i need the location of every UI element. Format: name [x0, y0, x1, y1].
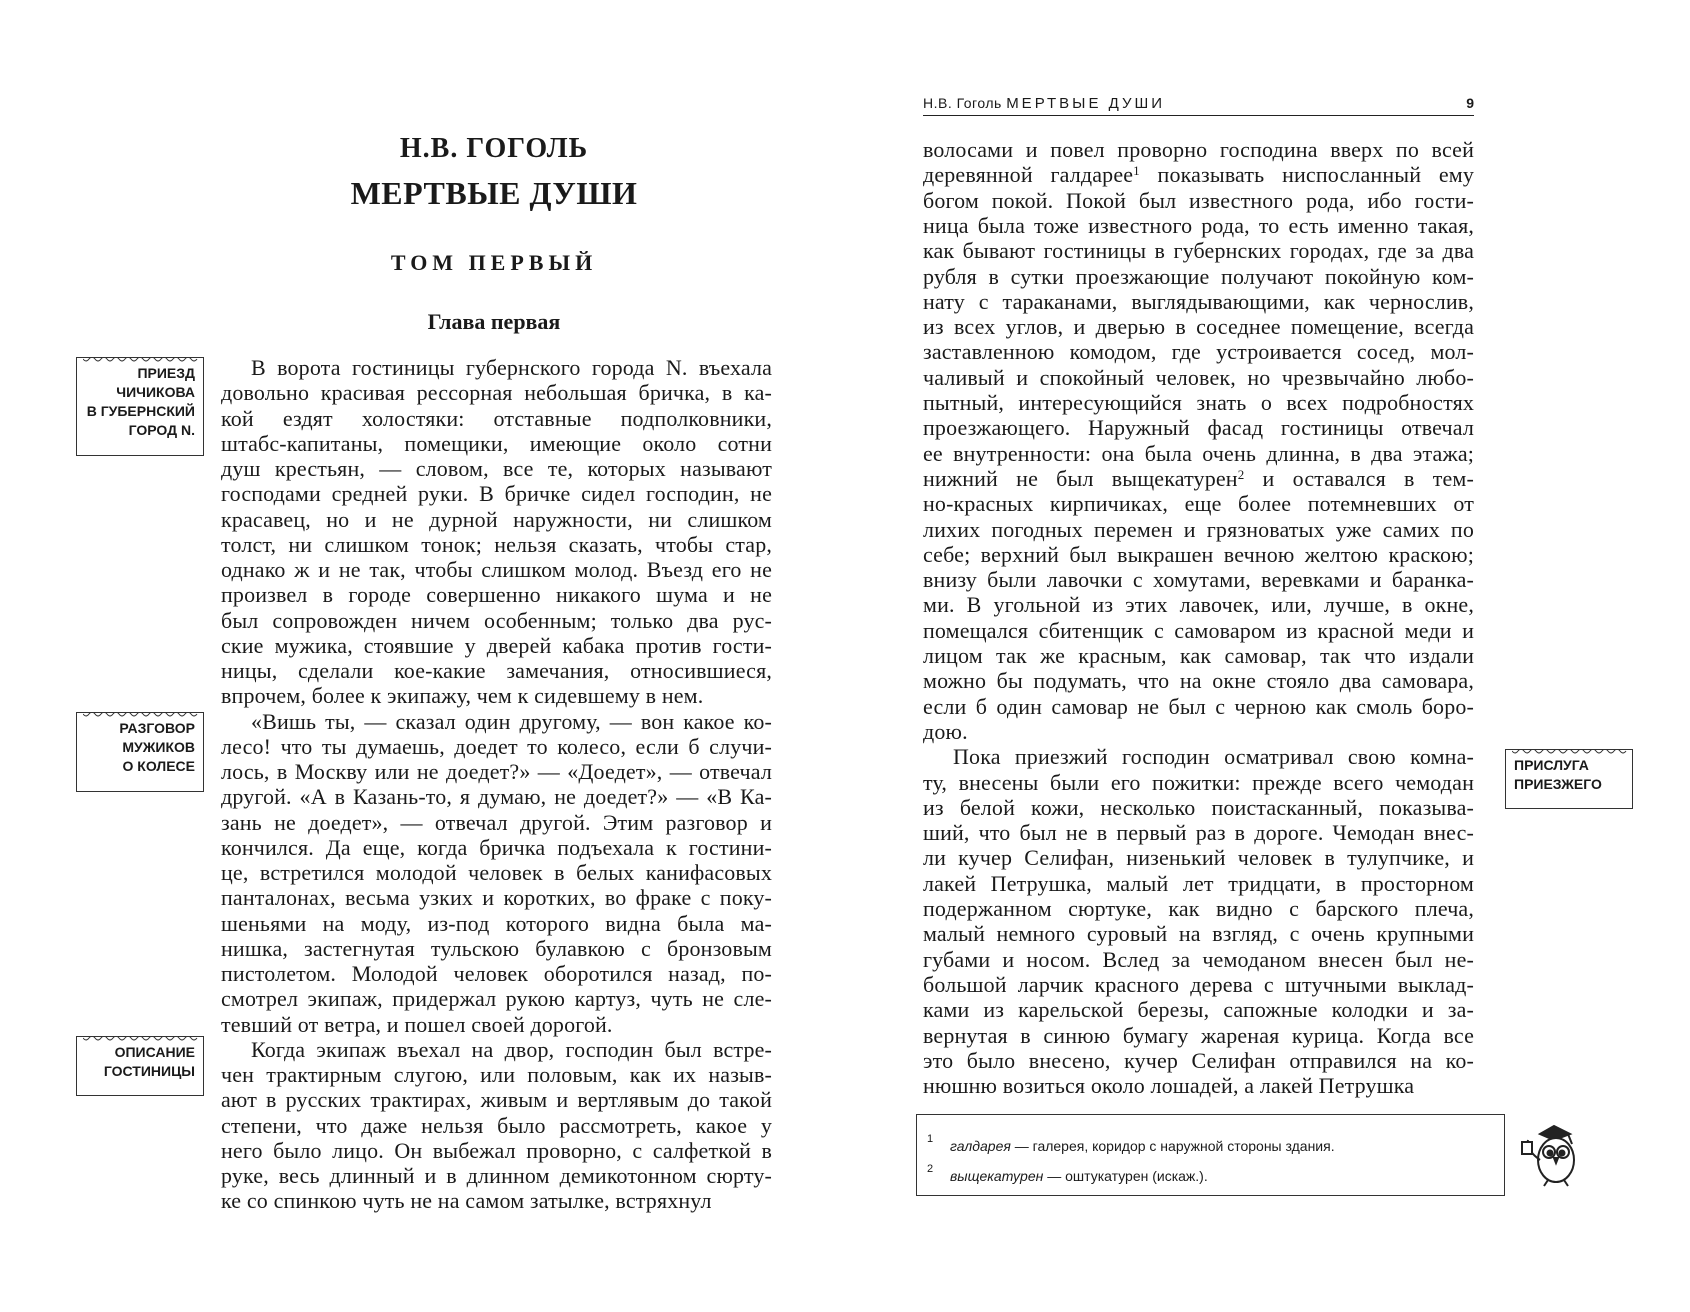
text-line: это было внесено, кучер Селифан отправился на ко-: [923, 1047, 1474, 1073]
text-line: заставленною комодом, где устроивается сосед, мол-: [923, 339, 1474, 365]
text-line: пытный, интересующийся знать о всех подробностях: [923, 390, 1474, 415]
text-line: но-красных кирпичиках, еще более потемневших от: [923, 491, 1474, 517]
footnote-definition: — оштукатурен (искаж.).: [1043, 1168, 1208, 1184]
text-line: большой ларчик красного дерева с штучными выклад-: [923, 971, 1474, 997]
running-header: [923, 95, 1474, 116]
header-author: Н.В. Гоголь: [923, 95, 1002, 111]
text-line: кой ездят холостяки: отставные подполковники,: [221, 405, 772, 431]
margin-note-line: ПРИЕЗЖЕГО: [1514, 776, 1602, 792]
text-line: если б один самовар не был с черною как смоль боро-: [923, 693, 1474, 719]
text-line: него было лицо. Он выбежал проворно, с салфеткой в: [221, 1137, 772, 1163]
text-line: толст, ни слишком тонок; нельзя сказать, чтобы стар,: [221, 531, 772, 557]
text-line: другой. «А в Казань-то, я думаю, не доедет?» — «В Ка-: [221, 784, 772, 810]
text-line: лихих погодных перемен и грязноватых уже самих по: [923, 516, 1474, 542]
text-line: ницы, сделали кое-какие замечания, относившиеся,: [221, 658, 772, 683]
text-line: штабс-капитаны, помещики, имеющие около сотни: [221, 430, 772, 456]
margin-note-line: ГОСТИНИЦЫ: [103, 1063, 195, 1079]
author-title: Н.В. ГОГОЛЬ: [399, 133, 589, 164]
text-line: кончился. Да еще, когда бричка подъехала к гостини-: [221, 834, 772, 860]
owl-mascot-icon: [1518, 1120, 1590, 1188]
text-line: лось, в Москву или не доедет?» — «Доедет», — отвечал: [221, 759, 772, 784]
text-line: лицом так же красным, как самовар, так что издали: [923, 643, 1474, 668]
text-line: губами и носом. Вслед за чемоданом внесен был не-: [923, 946, 1474, 972]
margin-note-line: ПРИЕЗД: [137, 365, 195, 381]
text-line: смотрел экипаж, придержал рукою картуз, чуть не сле-: [221, 986, 772, 1012]
text-line: Пока приезжий господин осматривал свою комна-: [953, 744, 1474, 770]
text-line: лесо! что ты думаешь, доедет то колесо, если б случи-: [221, 733, 772, 759]
book-title: МЕРТВЫЕ ДУШИ: [350, 175, 638, 211]
text-line: ший, что был не в первый раз в дороге. Чемодан внес-: [923, 820, 1474, 846]
footnote-number: 2: [927, 1163, 934, 1175]
text-line: как бывают гостиницы в губернских городах, где за два: [923, 238, 1474, 264]
text-line: внизу были лавочки с хомутами, веревками и баранка-: [923, 567, 1474, 593]
text-line: тевший от ветра, и пошел своей дорогой.: [221, 1011, 613, 1037]
margin-note-conversation: [76, 712, 204, 792]
chapter-title: Глава первая: [427, 309, 561, 334]
margin-note-arrival: [76, 357, 204, 456]
text-line: ают в русских трактирах, живым и вертлявым до такой: [221, 1087, 772, 1113]
wavy-edge-icon: [1512, 749, 1628, 756]
margin-note-line: РАЗГОВОР: [119, 720, 195, 736]
footnote-term: галдарея: [950, 1138, 1011, 1154]
text-line: ские мужика, стоявшие у дверей кабака против гости-: [221, 632, 772, 658]
wavy-edge-icon: [83, 1036, 199, 1043]
text-line: нишка, застегнутая тульскою булавкою с бронзовым: [221, 935, 772, 961]
margin-note-line: ПРИСЛУГА: [1514, 757, 1589, 773]
text-line: довольно красивая рессорная небольшая бричка, в ка-: [221, 380, 772, 406]
margin-note-line: ГОРОД N.: [128, 422, 195, 438]
text-line: был сопровожден ничем особенным; только два рус-: [221, 607, 772, 633]
text-line: «Вишь ты, — сказал один другому, — вон какое ко-: [251, 708, 772, 734]
volume-title: ТОМ ПЕРВЫЙ: [390, 250, 598, 275]
text-line: вернутая в синюю бумагу жареная курица. Когда все: [923, 1022, 1474, 1048]
text-line: шеньями на моду, из-под которого видна была ма-: [221, 910, 772, 936]
wavy-edge-icon: [83, 712, 199, 719]
text-line: произвел в городе совершенно никакого шума и не: [221, 582, 772, 608]
text-line: душ крестьян, — словом, все те, которых называют: [221, 456, 772, 481]
wavy-edge-icon: [83, 357, 199, 364]
text-line: це, встретился молодой человек в белых канифасовых: [221, 860, 772, 885]
text-line: проезжающего. Наружный фасад гостиницы отвечал: [923, 415, 1474, 441]
text-line: богом покой. Покой был известного рода, ибо гости-: [923, 187, 1474, 213]
text-line: господами средней руки. В бричке сидел господин, не: [221, 481, 772, 507]
text-line: деревянной галдарее$^1$ показывать ниспосланный ему: [923, 162, 1475, 188]
text-line: В ворота гостиницы губернского города N. въехала: [251, 355, 772, 380]
margin-note-line: ОПИСАНИЕ: [114, 1044, 195, 1060]
text-line: пистолетом. Молодой человек оборотился назад, по-: [221, 961, 772, 986]
text-line: чен трактирным слугою, или половым, как их назыв-: [221, 1062, 772, 1087]
text-line: ке со спинкою чуть не на самом затылке, встряхнул: [221, 1188, 712, 1214]
footnote-ref[interactable]: 1: [1133, 163, 1140, 179]
text-line: помещался сбитенщик с самоваром из красной меди и: [923, 617, 1474, 643]
text-line: ками из карельской березы, сапожные колодки и за-: [923, 997, 1474, 1023]
text-line: малый немного суровый на взгляд, с очень крупными: [923, 921, 1474, 947]
text-line: однако ж и не так, чтобы слишком молод. Въезд его не: [221, 557, 772, 582]
text-line: степени, что даже нельзя было рассмотреть, какое у: [221, 1112, 772, 1138]
text-line: панталонах, весьма узких и коротких, во фраке с поку-: [221, 885, 772, 911]
header-title: МЕРТВЫЕ ДУШИ: [1006, 95, 1166, 112]
text-line: подержанном сюртуке, как видно с барского плеча,: [923, 896, 1474, 921]
text-line: Когда экипаж въехал на двор, господин был встре-: [251, 1036, 772, 1062]
text-line: ее внутренности: она была очень длинна, в два этажа;: [923, 440, 1474, 466]
margin-note-hotel: [76, 1036, 204, 1096]
margin-note-line: О КОЛЕСЕ: [122, 758, 195, 774]
text-line: лакей Петрушка, малый лет тридцати, в просторном: [923, 870, 1474, 896]
text-line: можно бы подумать, что на окне стояло два самовара,: [923, 668, 1474, 694]
footnote-ref[interactable]: 2: [1237, 466, 1245, 482]
text-line: нюшню возиться около лошадей, а лакей Петрушка: [923, 1073, 1415, 1099]
text-line: нату с тараканами, выглядывающими, как чернослив,: [923, 288, 1474, 314]
text-line: зань не доедет», — отвечал другой. Этим разговор и: [221, 809, 772, 835]
text-line: ница была тоже известного рода, то есть именно такая,: [923, 212, 1474, 238]
footnote-term: выщекатурен: [950, 1168, 1044, 1184]
text-line: красавец, но и не дурной наружности, ни слишком: [221, 506, 772, 532]
margin-note-line: В ГУБЕРНСКИЙ: [86, 403, 195, 419]
text-line: впрочем, более к экипажу, чем к сидевшему в нем.: [221, 683, 704, 709]
text-line: дою.: [923, 718, 968, 744]
text-line: волосами и повел проворно господина вверх по всей: [923, 137, 1474, 162]
margin-note-line: ЧИЧИКОВА: [116, 384, 195, 400]
text-line: ту, внесены были его пожитки: прежде всего чемодан: [923, 769, 1474, 795]
text-line: чаливый и спокойный человек, но чрезвычайно любо-: [923, 364, 1474, 390]
text-line: из всех углов, и дверью в соседнее помещение, всегда: [923, 314, 1474, 340]
margin-note-servants: [1505, 749, 1633, 809]
text-line: ми. В угольной из этих лавочек, или, лучше, в окне,: [923, 592, 1474, 618]
text-line: себе; верхний был выкрашен вечною желтою краскою;: [923, 541, 1474, 567]
text-line: ли кучер Селифан, низенький человек в тулупчике, и: [923, 845, 1474, 871]
footnote-definition: — галерея, коридор с наружной стороны здания.: [1010, 1138, 1335, 1154]
text-line: руке, весь длинный и в длинном демикотонном сюрту-: [221, 1163, 772, 1188]
footnote-number: 1: [927, 1133, 934, 1145]
text-line: из белой кожи, несколько поистасканный, показыва-: [923, 794, 1474, 820]
text-line: нижний не был выщекатурен$^2$ и оставался в тем-: [923, 465, 1474, 491]
text-line: рубля в сутки проезжающие получают покойную ком-: [923, 263, 1474, 289]
page-number: 9: [1466, 95, 1474, 111]
margin-note-line: МУЖИКОВ: [122, 739, 195, 755]
footnote-box: [916, 1114, 1505, 1196]
